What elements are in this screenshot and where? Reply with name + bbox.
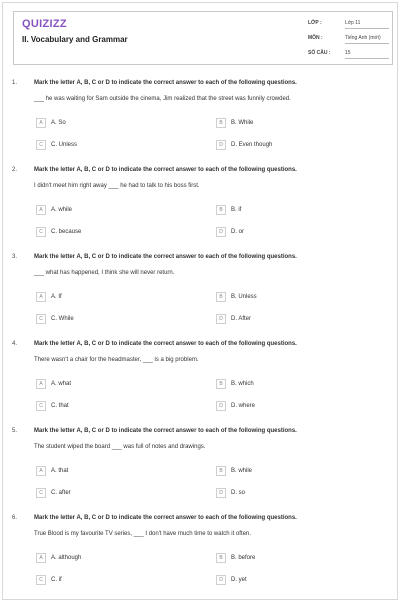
option-letter-box: D <box>216 488 226 498</box>
option-letter-box: D <box>216 314 226 324</box>
worksheet-header <box>13 11 393 65</box>
option-c[interactable] <box>36 575 62 585</box>
question-instruction: Mark the letter A, B, C or D to indicate the correct answer to each of the following questions. <box>34 80 297 86</box>
option-a[interactable] <box>36 118 66 128</box>
question-item <box>0 422 396 509</box>
option-letter-box: D <box>216 140 226 150</box>
question-item <box>0 335 396 422</box>
option-label: B. Unless <box>231 294 257 300</box>
option-letter-box: D <box>216 227 226 237</box>
option-letter-box: B <box>216 118 226 128</box>
option-c[interactable] <box>36 227 81 237</box>
question-number: 2. <box>12 167 18 173</box>
option-letter-box: C <box>36 140 46 150</box>
option-label: B. before <box>231 555 256 561</box>
option-b[interactable] <box>216 466 252 476</box>
worksheet-title: II. Vocabulary and Grammar <box>22 35 128 44</box>
option-d[interactable] <box>216 314 251 324</box>
question-text: ___ what has happened, I think she will never return. <box>34 270 175 276</box>
option-label: C. While <box>51 316 74 322</box>
question-number: 4. <box>12 341 18 347</box>
question-count-value: 15 <box>345 50 351 56</box>
option-letter-box: B <box>216 553 226 563</box>
question-instruction: Mark the letter A, B, C or D to indicate the correct answer to each of the following questions. <box>34 254 297 260</box>
question-list <box>0 74 396 596</box>
option-label: A. If <box>51 294 62 300</box>
option-d[interactable] <box>216 140 272 150</box>
subject-label: MÔN : <box>308 35 323 41</box>
option-b[interactable] <box>216 118 253 128</box>
option-letter-box: B <box>216 205 226 215</box>
subject-underline <box>345 43 389 44</box>
option-c[interactable] <box>36 488 71 498</box>
option-c[interactable] <box>36 314 74 324</box>
question-text: True Blood is my favourite TV series, ___ I don't have much time to watch it often. <box>34 531 251 537</box>
option-label: B. While <box>231 120 254 126</box>
option-letter-box: A <box>36 379 46 389</box>
option-letter-box: A <box>36 292 46 302</box>
option-a[interactable] <box>36 205 72 215</box>
option-letter-box: C <box>36 314 46 324</box>
option-label: D. After <box>231 316 252 322</box>
option-label: B. if <box>231 207 242 213</box>
option-label: A. while <box>51 207 73 213</box>
option-label: D. so <box>231 490 246 496</box>
quizizz-logo: QUIZIZZ <box>22 18 67 30</box>
option-label: C. Unless <box>51 142 78 148</box>
option-a[interactable] <box>36 292 62 302</box>
option-letter-box: A <box>36 466 46 476</box>
option-letter-box: B <box>216 292 226 302</box>
question-text: There wasn't a chair for the headmaster, ___ is a big problem. <box>34 357 199 363</box>
option-b[interactable] <box>216 292 257 302</box>
option-a[interactable] <box>36 466 68 476</box>
question-text: ___ he was waiting for Sam outside the cinema, Jim realized that the street was funnily crowded. <box>34 96 291 102</box>
question-item <box>0 161 396 248</box>
question-item <box>0 74 396 161</box>
question-instruction: Mark the letter A, B, C or D to indicate the correct answer to each of the following questions. <box>34 341 297 347</box>
grade-label: LỚP : <box>308 20 322 26</box>
question-instruction: Mark the letter A, B, C or D to indicate the correct answer to each of the following questions. <box>34 167 297 173</box>
option-letter-box: C <box>36 227 46 237</box>
option-label: B. which <box>231 381 254 387</box>
option-letter-box: D <box>216 401 226 411</box>
question-number: 6. <box>12 515 18 521</box>
option-d[interactable] <box>216 575 247 585</box>
option-d[interactable] <box>216 227 244 237</box>
option-label: A. So <box>51 120 66 126</box>
question-item <box>0 248 396 335</box>
question-text: The student wiped the board ___ was full of notes and drawings. <box>34 444 206 450</box>
option-label: A. although <box>51 555 82 561</box>
subject-value: Tiếng Anh (mới) <box>345 35 381 41</box>
option-label: A. what <box>51 381 72 387</box>
question-item <box>0 509 396 596</box>
question-count-label: SỐ CÂU : <box>308 50 331 56</box>
question-instruction: Mark the letter A, B, C or D to indicate the correct answer to each of the following questions. <box>34 515 297 521</box>
option-d[interactable] <box>216 401 255 411</box>
option-letter-box: C <box>36 575 46 585</box>
option-label: D. where <box>231 403 256 409</box>
question-instruction: Mark the letter A, B, C or D to indicate the correct answer to each of the following questions. <box>34 428 297 434</box>
option-label: D. Even though <box>231 142 273 148</box>
grade-underline <box>345 28 389 29</box>
option-label: C. that <box>51 403 69 409</box>
option-letter-box: C <box>36 401 46 411</box>
option-letter-box: A <box>36 205 46 215</box>
question-count-underline <box>345 58 389 59</box>
question-number: 3. <box>12 254 18 260</box>
option-label: C. if <box>51 577 62 583</box>
question-number: 1. <box>12 80 18 86</box>
option-letter-box: D <box>216 575 226 585</box>
option-letter-box: A <box>36 553 46 563</box>
option-b[interactable] <box>216 205 241 215</box>
option-label: C. because <box>51 229 82 235</box>
option-letter-box: B <box>216 466 226 476</box>
option-letter-box: B <box>216 379 226 389</box>
option-b[interactable] <box>216 553 255 563</box>
option-label: D. yet <box>231 577 247 583</box>
option-label: B. while <box>231 468 253 474</box>
option-c[interactable] <box>36 401 69 411</box>
option-label: A. that <box>51 468 69 474</box>
option-b[interactable] <box>216 379 254 389</box>
question-number: 5. <box>12 428 18 434</box>
option-d[interactable] <box>216 488 245 498</box>
option-label: C. after <box>51 490 71 496</box>
option-c[interactable] <box>36 140 77 150</box>
option-a[interactable] <box>36 553 81 563</box>
option-letter-box: A <box>36 118 46 128</box>
option-label: D. or <box>231 229 245 235</box>
question-text: I didn't meet him right away ___ he had to talk to his boss first. <box>34 183 200 189</box>
option-a[interactable] <box>36 379 71 389</box>
option-letter-box: C <box>36 488 46 498</box>
grade-value: Lớp 11 <box>345 20 361 26</box>
